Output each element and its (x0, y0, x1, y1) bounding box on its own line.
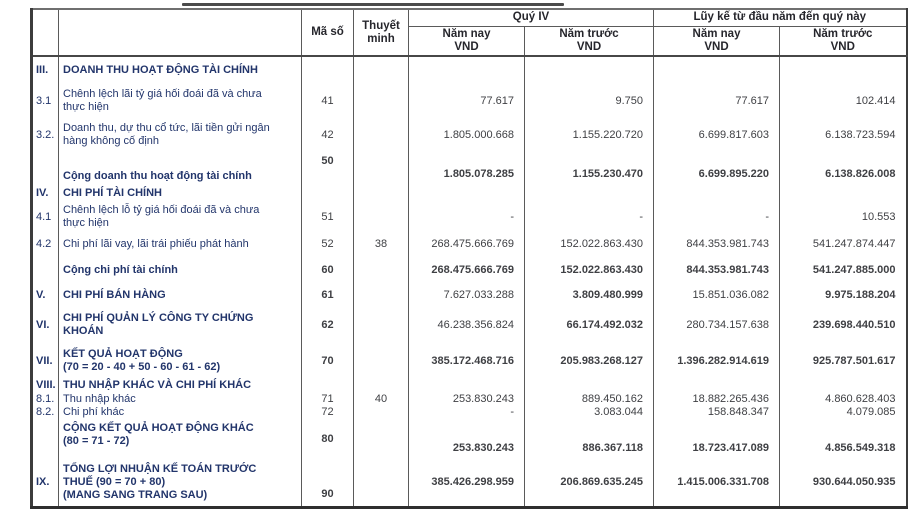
header-ytd-current-year (654, 26, 780, 56)
row-index-cell (32, 152, 59, 186)
row-label-line: hàng không cố định (63, 135, 160, 147)
row-label-line: THUẾ (90 = 70 + 80) (63, 475, 166, 488)
row-value-cell: 206.869.635.245 (525, 459, 654, 507)
row-code-cell: 70 (302, 344, 354, 378)
row-label-line: Doanh thu, dự thu cổ tức, lãi tiền gửi ngân (63, 122, 270, 134)
row-value-cell: 18.882.265.436 (654, 393, 780, 406)
table-row (32, 459, 907, 507)
row-value-cell (654, 378, 780, 393)
row-value-cell (525, 378, 654, 393)
row-value-cell: 4.079.085 (780, 406, 907, 419)
header-empty-label (59, 9, 302, 56)
row-code-cell (302, 378, 354, 393)
row-label-cell (59, 285, 302, 306)
row-value-cell: 7.627.033.288 (409, 285, 525, 306)
row-value-cell: 541.247.885.000 (780, 255, 907, 285)
row-label-line: (MANG SANG TRANG SAU) (63, 488, 208, 501)
row-value-cell: 18.723.417.089 (654, 419, 780, 459)
row-value-cell (409, 378, 525, 393)
row-value-cell: 66.174.492.032 (525, 306, 654, 344)
row-index-cell: 8.2. (32, 406, 59, 419)
row-label-line: CHI PHÍ TÀI CHÍNH (63, 187, 162, 199)
row-index-cell: V. (32, 285, 59, 306)
header-year-label: Năm nay (692, 27, 741, 40)
row-index-cell: 3.1 (32, 84, 59, 118)
row-value-cell: 152.022.863.430 (525, 255, 654, 285)
row-label-line: TỔNG LỢI NHUẬN KẾ TOÁN TRƯỚC (63, 462, 257, 475)
header-year-label: Năm trước (559, 27, 619, 40)
row-value-cell: 102.414 (780, 84, 907, 118)
row-label-cell (59, 56, 302, 84)
row-note-cell (354, 419, 409, 459)
row-value-cell: 4.860.628.403 (780, 393, 907, 406)
row-value-cell: 844.353.981.743 (654, 255, 780, 285)
row-code-cell: 62 (302, 306, 354, 344)
row-value-cell: 253.830.243 (409, 419, 525, 459)
table-row (32, 344, 907, 378)
table-body (32, 56, 907, 507)
row-note-cell (354, 285, 409, 306)
row-label-line: (70 = 20 - 40 + 50 - 60 - 61 - 62) (63, 361, 221, 373)
row-label-line: Chênh lệch lỗ tỷ giá hối đoái đã và chưa (63, 204, 260, 216)
row-value-cell: 886.367.118 (525, 419, 654, 459)
row-label-cell (59, 406, 302, 419)
row-value-cell: 385.426.298.959 (409, 459, 525, 507)
row-value-cell: 10.553 (780, 201, 907, 233)
row-label-line: (80 = 71 - 72) (63, 435, 130, 447)
row-value-cell: 6.138.723.594 (780, 118, 907, 152)
row-label-cell (59, 419, 302, 459)
row-code-cell: 42 (302, 118, 354, 152)
header-unit-label: VND (830, 40, 855, 53)
row-value-cell: 268.475.666.769 (409, 255, 525, 285)
row-code-cell: 80 (302, 419, 354, 459)
header-group-ytd: Lũy kế từ đầu năm đến quý này (654, 9, 907, 26)
row-value-cell: - (409, 201, 525, 233)
row-value-cell: 152.022.863.430 (525, 233, 654, 255)
row-value-cell: 925.787.501.617 (780, 344, 907, 378)
row-value-cell: 268.475.666.769 (409, 233, 525, 255)
row-value-cell: 844.353.981.743 (654, 233, 780, 255)
header-q4-prior-year (525, 26, 654, 56)
table-row (32, 306, 907, 344)
row-code-cell: 52 (302, 233, 354, 255)
row-value-cell (525, 186, 654, 201)
row-label-line: CHI PHÍ BÁN HÀNG (63, 289, 166, 301)
row-value-cell: 6.138.826.008 (780, 152, 907, 186)
row-value-cell: 385.172.468.716 (409, 344, 525, 378)
row-value-cell: 889.450.162 (525, 393, 654, 406)
row-value-cell: 6.699.895.220 (654, 152, 780, 186)
row-label-line: CỘNG KẾT QUẢ HOẠT ĐỘNG KHÁC (63, 422, 254, 434)
row-index-cell (32, 419, 59, 459)
row-index-cell: IV. (32, 186, 59, 201)
row-value-cell (654, 56, 780, 84)
row-index-cell: IX. (32, 459, 59, 507)
row-value-cell: 239.698.440.510 (780, 306, 907, 344)
row-code-cell: 51 (302, 201, 354, 233)
row-note-cell (354, 118, 409, 152)
row-label-line: CHI PHÍ QUẢN LÝ CÔNG TY CHỨNG (63, 312, 254, 324)
row-label-cell (59, 255, 302, 285)
row-value-cell (409, 186, 525, 201)
row-label-cell (59, 201, 302, 233)
row-note-cell (354, 56, 409, 84)
row-value-cell: 77.617 (654, 84, 780, 118)
row-value-cell (780, 378, 907, 393)
table-row (32, 118, 907, 152)
table-row (32, 255, 907, 285)
row-code-cell (302, 56, 354, 84)
header-unit-label: VND (454, 40, 479, 53)
row-value-cell: 1.396.282.914.619 (654, 344, 780, 378)
row-code-cell: 72 (302, 406, 354, 419)
row-note-cell (354, 152, 409, 186)
row-label-line: Thu nhập khác (63, 393, 136, 405)
row-index-cell: VIII. (32, 378, 59, 393)
row-index-cell: VII. (32, 344, 59, 378)
row-label-line: DOANH THU HOẠT ĐỘNG TÀI CHÍNH (63, 64, 258, 76)
row-value-cell: 930.644.050.935 (780, 459, 907, 507)
row-note-cell (354, 186, 409, 201)
row-value-cell: 3.809.480.999 (525, 285, 654, 306)
row-value-cell: 1.805.000.668 (409, 118, 525, 152)
row-label-cell (59, 344, 302, 378)
table-row (32, 152, 907, 186)
row-value-cell: 6.699.817.603 (654, 118, 780, 152)
row-index-cell: III. (32, 56, 59, 84)
row-value-cell (780, 56, 907, 84)
row-value-cell (525, 56, 654, 84)
row-label-line: Cộng doanh thu hoạt động tài chính (63, 170, 252, 182)
row-code-cell (302, 186, 354, 201)
row-label-cell (59, 459, 302, 507)
header-ytd-prior-year (780, 26, 907, 56)
row-note-cell (354, 84, 409, 118)
row-value-cell: - (654, 201, 780, 233)
row-label-line: KHOÁN (63, 325, 104, 337)
row-index-cell: VI. (32, 306, 59, 344)
table-row (32, 393, 907, 406)
row-value-cell: 1.155.230.470 (525, 152, 654, 186)
row-label-cell (59, 393, 302, 406)
table-row (32, 378, 907, 393)
table-row (32, 201, 907, 233)
row-label-cell (59, 233, 302, 255)
row-value-cell (780, 186, 907, 201)
row-note-cell (354, 378, 409, 393)
row-label-line: Chi phí khác (63, 406, 125, 418)
row-note-cell (354, 344, 409, 378)
row-value-cell: 4.856.549.318 (780, 419, 907, 459)
row-code-cell: 50 (302, 152, 354, 186)
row-note-cell (354, 459, 409, 507)
row-index-cell: 3.2. (32, 118, 59, 152)
row-label-cell (59, 378, 302, 393)
header-year-label: Năm nay (442, 27, 491, 40)
header-empty-index (32, 9, 59, 56)
row-label-cell (59, 186, 302, 201)
row-value-cell: 9.750 (525, 84, 654, 118)
table-row (32, 406, 907, 419)
header-unit-label: VND (576, 40, 602, 53)
row-code-cell: 41 (302, 84, 354, 118)
table-row (32, 56, 907, 84)
row-note-cell: 40 (354, 393, 409, 406)
row-value-cell: 9.975.188.204 (780, 285, 907, 306)
table-header (32, 9, 907, 56)
row-note-cell (354, 255, 409, 285)
row-value-cell: 1.415.006.331.708 (654, 459, 780, 507)
row-label-cell (59, 84, 302, 118)
header-group-quarter: Quý IV (409, 9, 654, 26)
row-code-cell: 71 (302, 393, 354, 406)
row-label-cell (59, 118, 302, 152)
row-value-cell: 3.083.044 (525, 406, 654, 419)
row-index-cell: 8.1. (32, 393, 59, 406)
row-value-cell: 1.155.220.720 (525, 118, 654, 152)
income-statement-table (30, 8, 908, 509)
row-value-cell: 253.830.243 (409, 393, 525, 406)
row-label-cell (59, 152, 302, 186)
table-row (32, 285, 907, 306)
table-row (32, 186, 907, 201)
header-q4-current-year (409, 26, 525, 56)
row-value-cell: 541.247.874.447 (780, 233, 907, 255)
row-value-cell: 158.848.347 (654, 406, 780, 419)
row-value-cell: 205.983.268.127 (525, 344, 654, 378)
row-note-cell: 38 (354, 233, 409, 255)
row-index-cell: 4.2 (32, 233, 59, 255)
row-value-cell (654, 186, 780, 201)
row-label-line: KẾT QUẢ HOẠT ĐỘNG (63, 348, 183, 360)
row-value-cell: - (409, 406, 525, 419)
row-label-line: Cộng chi phí tài chính (63, 263, 178, 276)
row-value-cell: - (525, 201, 654, 233)
table-row (32, 233, 907, 255)
row-note-cell (354, 406, 409, 419)
row-note-cell (354, 306, 409, 344)
row-code-cell: 61 (302, 285, 354, 306)
header-note-column: Thuyết minh (354, 9, 409, 56)
row-value-cell: 1.805.078.285 (409, 152, 525, 186)
row-label-line: THU NHẬP KHÁC VÀ CHI PHÍ KHÁC (63, 379, 252, 391)
row-note-cell (354, 201, 409, 233)
row-label-cell (59, 306, 302, 344)
row-code-cell: 90 (302, 459, 354, 507)
row-label-line: Chi phí lãi vay, lãi trái phiếu phát hành (63, 237, 249, 250)
header-code-column: Mã số (302, 9, 354, 56)
row-value-cell: 77.617 (409, 84, 525, 118)
row-value-cell (409, 56, 525, 84)
row-index-cell (32, 255, 59, 285)
row-value-cell: 15.851.036.082 (654, 285, 780, 306)
row-value-cell: 46.238.356.824 (409, 306, 525, 344)
row-label-line: thực hiện (63, 217, 109, 229)
table-row (32, 84, 907, 118)
row-code-cell: 60 (302, 255, 354, 285)
row-label-line: thực hiện (63, 101, 109, 113)
header-year-label: Năm trước (813, 27, 873, 40)
row-label-line: Chênh lệch lãi tỷ giá hối đoái đã và chưa (63, 88, 262, 100)
table-row (32, 419, 907, 459)
header-unit-label: VND (704, 40, 729, 53)
scan-artifact-line (182, 3, 564, 6)
row-index-cell: 4.1 (32, 201, 59, 233)
row-value-cell: 280.734.157.638 (654, 306, 780, 344)
